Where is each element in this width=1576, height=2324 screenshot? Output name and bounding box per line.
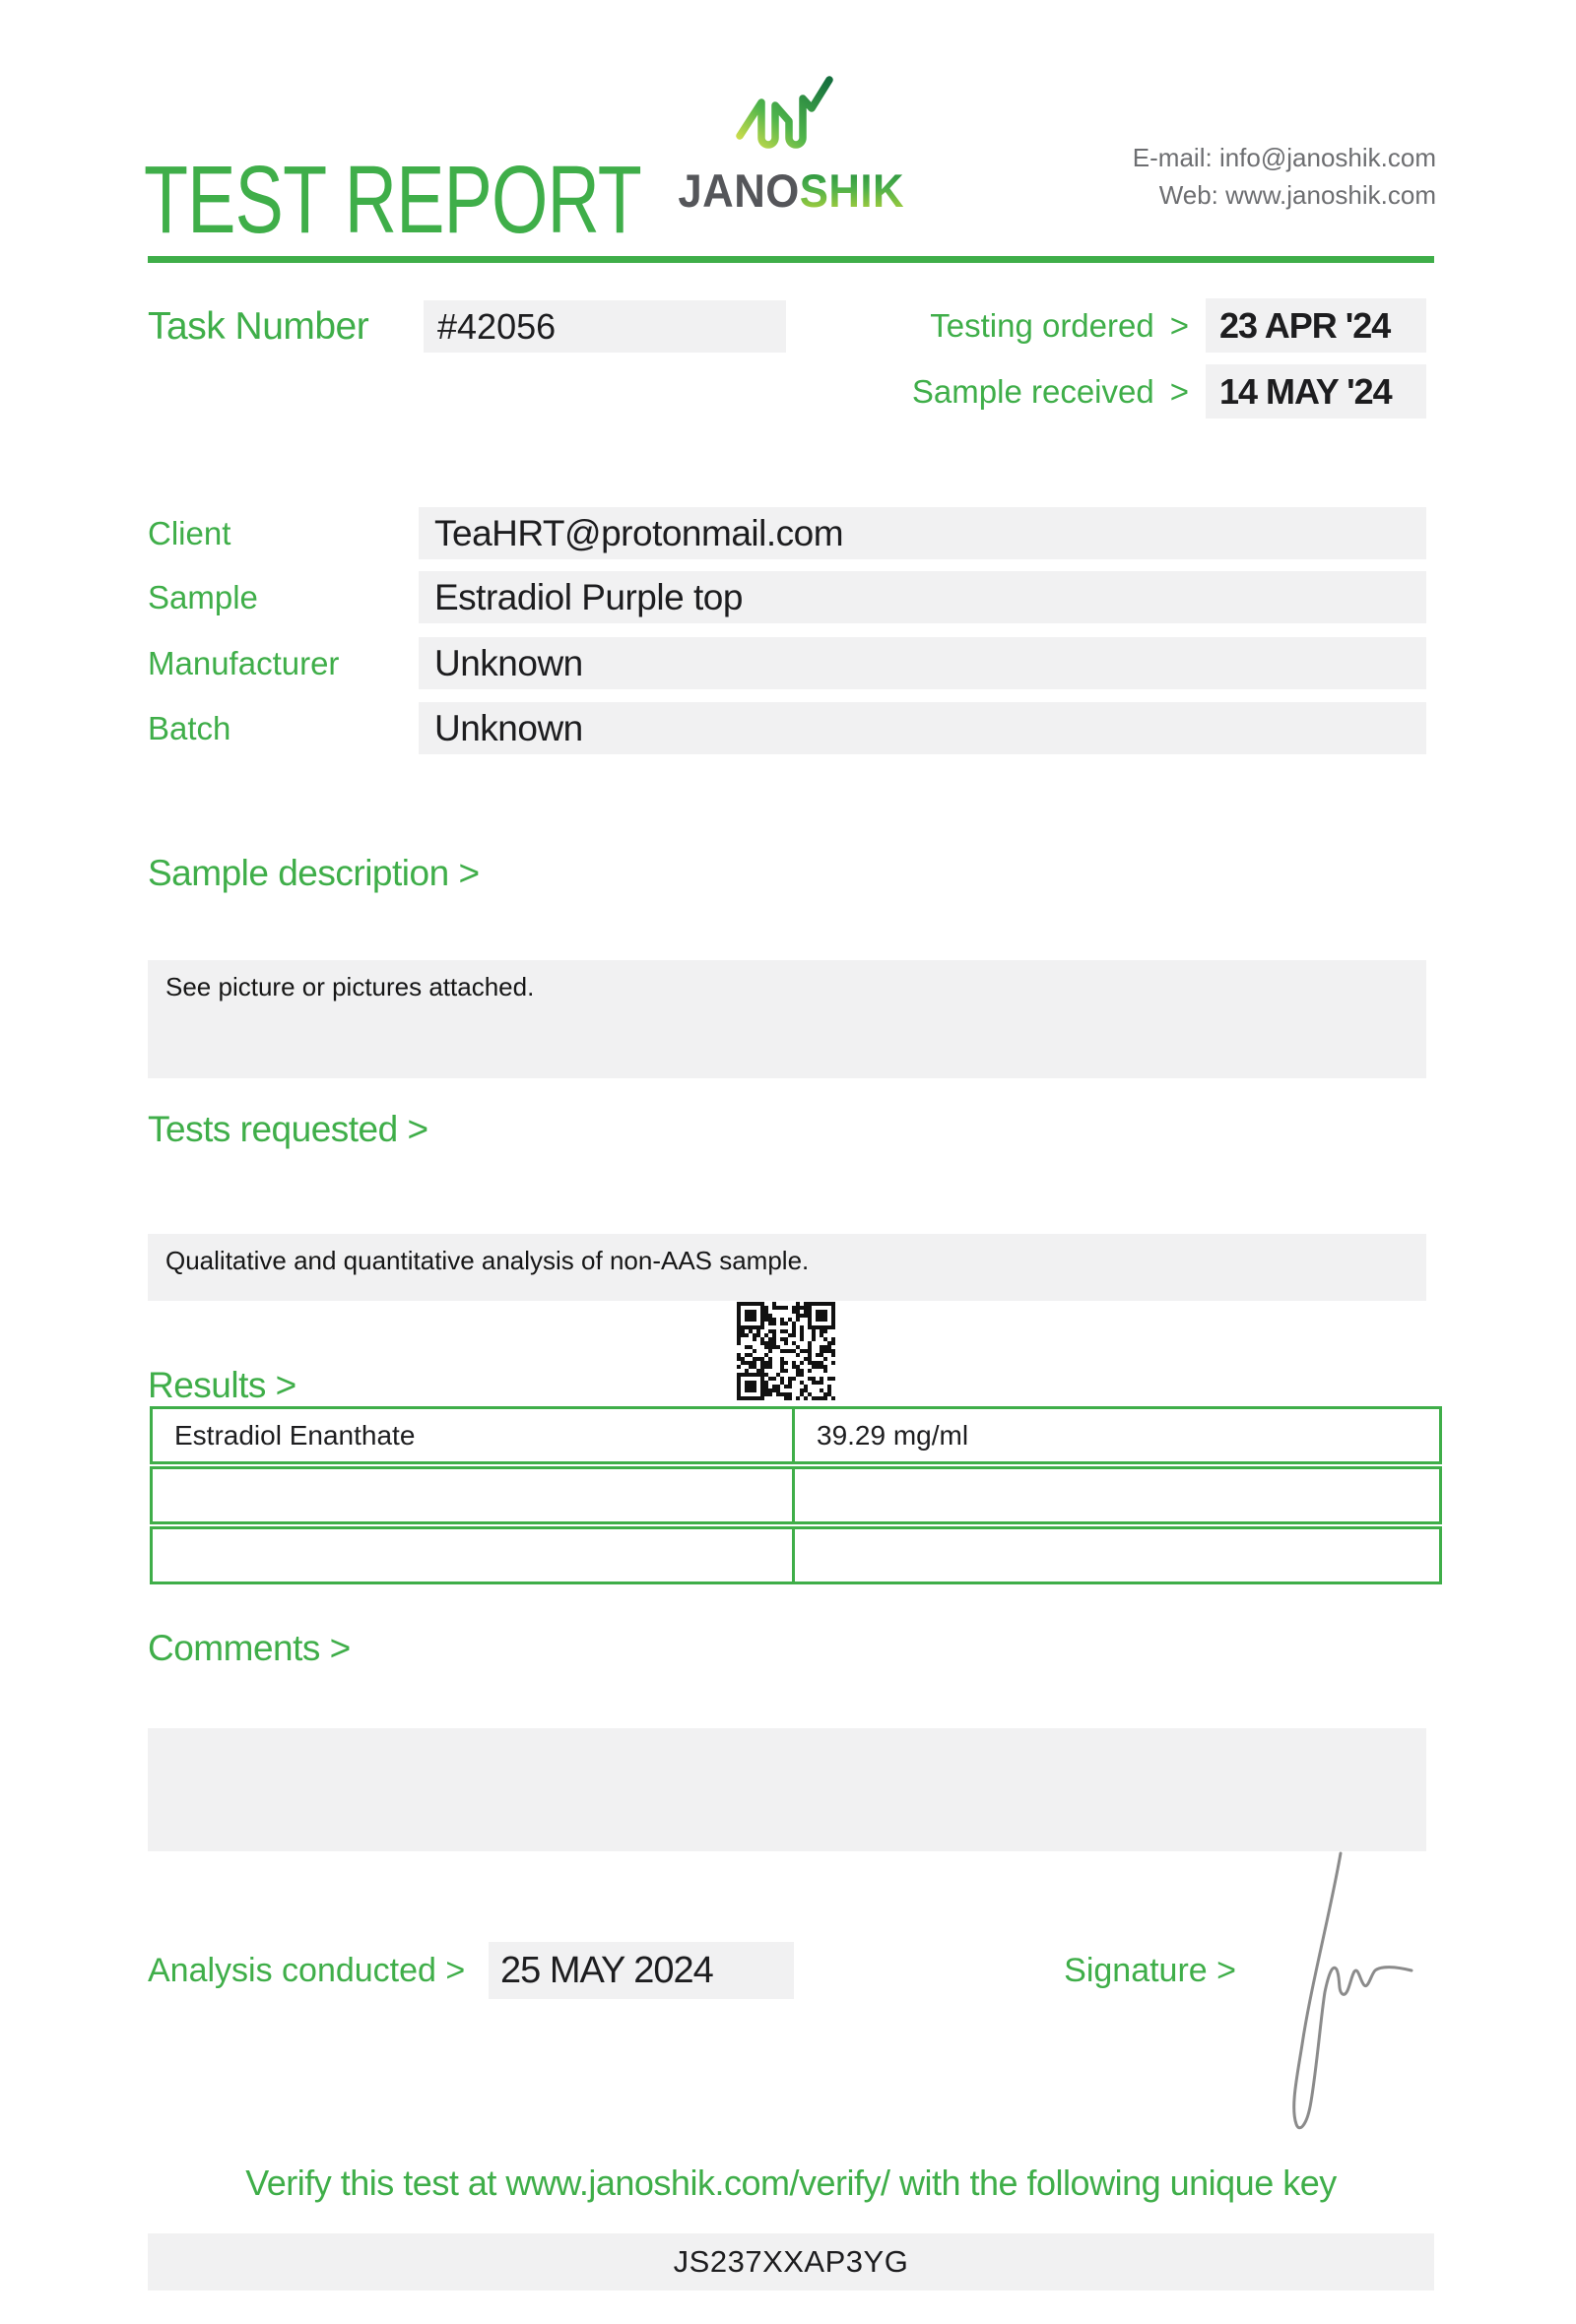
- page-title: TEST REPORT: [144, 146, 642, 253]
- manufacturer-text: Unknown: [434, 642, 583, 683]
- header-divider: [148, 256, 1434, 263]
- verify-key-box: [148, 2233, 1434, 2291]
- client-text: TeaHRT@protonmail.com: [434, 512, 844, 553]
- sample-received-date: 14 MAY '24: [1219, 370, 1392, 412]
- sample-text: Estradiol Purple top: [434, 576, 743, 617]
- contact-email-line: [1133, 139, 1436, 176]
- result-cell: [795, 1529, 1439, 1582]
- results-table: [150, 1406, 1442, 1586]
- result-cell: [795, 1469, 1439, 1521]
- tests-requested-text: Qualitative and quantitative analysis of non-AAS sample.: [165, 1246, 810, 1275]
- logo-text-shik: SHIK: [799, 164, 905, 217]
- analysis-date-text: 25 MAY 2024: [500, 1949, 713, 1991]
- testing-ordered-label: [837, 298, 1189, 353]
- client-value: [419, 507, 1426, 559]
- email-value: info@janoshik.com: [1218, 143, 1436, 172]
- result-cell: 39.29 mg/ml: [817, 1419, 969, 1451]
- batch-value: [419, 702, 1426, 754]
- comments-box: [148, 1728, 1426, 1851]
- analyte-cell: Estradiol Enanthate: [153, 1409, 795, 1461]
- table-row: [150, 1406, 1442, 1464]
- sample-description-heading: Sample description >: [148, 853, 480, 893]
- signature-image: [1246, 1847, 1428, 2135]
- sample-label: Sample: [148, 579, 258, 615]
- manufacturer-label: Manufacturer: [148, 645, 340, 681]
- verify-key-text: JS237XXAP3YG: [673, 2244, 909, 2279]
- batch-text: Unknown: [434, 707, 583, 748]
- task-number-text: #42056: [437, 305, 557, 347]
- trend-chart-icon: [735, 75, 837, 161]
- client-label: Client: [148, 515, 231, 551]
- analysis-conducted-label: Analysis conducted >: [148, 1952, 466, 1989]
- testing-ordered-date: 23 APR '24: [1219, 304, 1391, 346]
- sample-received-value: [1206, 364, 1426, 419]
- logo-text-jano: JANO: [678, 164, 800, 217]
- web-label: Web:: [1158, 180, 1218, 210]
- analyte-cell: [153, 1529, 795, 1582]
- table-row: [150, 1526, 1442, 1584]
- testing-ordered-text: Testing ordered: [930, 307, 1154, 344]
- task-number-value: [424, 300, 786, 353]
- tests-requested-box: [148, 1234, 1426, 1301]
- analysis-conducted-value: [489, 1942, 794, 1999]
- signature-label: Signature >: [1064, 1952, 1236, 1989]
- logo: [678, 163, 905, 218]
- task-number-label: Task Number: [148, 305, 369, 348]
- qr-code: [737, 1302, 835, 1400]
- arrow-glyph: >: [1169, 373, 1189, 410]
- sample-value: [419, 571, 1426, 623]
- contact-block: [1133, 139, 1436, 214]
- contact-web-line: [1133, 176, 1436, 214]
- table-row: [150, 1466, 1442, 1524]
- sample-received-text: Sample received: [911, 373, 1154, 410]
- email-label: E-mail:: [1132, 143, 1213, 172]
- comments-heading: Comments >: [148, 1628, 351, 1668]
- tests-requested-heading: Tests requested >: [148, 1109, 428, 1149]
- results-heading: Results >: [148, 1365, 296, 1405]
- batch-label: Batch: [148, 710, 231, 746]
- analyte-cell: [153, 1469, 795, 1521]
- web-value: www.janoshik.com: [1225, 180, 1436, 210]
- sample-description-text: See picture or pictures attached.: [165, 972, 535, 1001]
- verify-instructions: Verify this test at www.janoshik.com/verify/ with the following unique key: [245, 2163, 1337, 2203]
- manufacturer-value: [419, 637, 1426, 689]
- testing-ordered-value: [1206, 298, 1426, 353]
- arrow-glyph: >: [1169, 307, 1189, 344]
- sample-received-label: [837, 364, 1189, 419]
- sample-description-box: [148, 960, 1426, 1078]
